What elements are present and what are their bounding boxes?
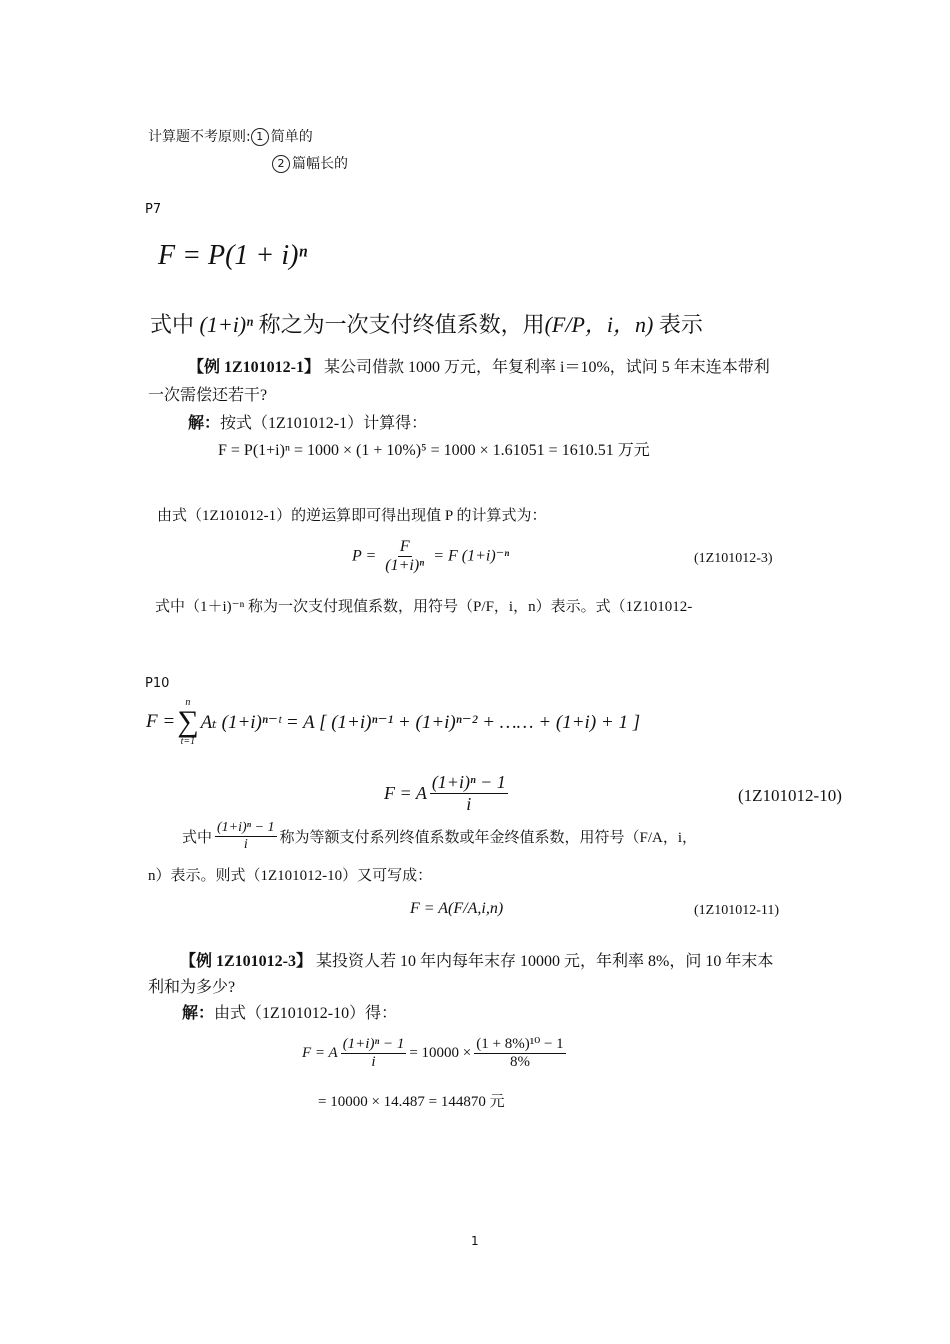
inverse-operation-text: 由式（1Z101012-1）的逆运算即可得出现值 P 的计算式为：: [157, 508, 547, 524]
solution-3: 解：由式（1Z101012-10）得：: [182, 1005, 398, 1022]
pf-factor-caption: 式中（1＋i)⁻ⁿ 称为一次支付现值系数，用符号（P/F，i，n）表示。式（1Z101012-: [155, 599, 693, 615]
principles-block: [148, 126, 313, 146]
page-label-p10: P10: [145, 676, 170, 691]
fp-factor-caption: 式中 (1+i)ⁿ 称之为一次支付终值系数，用(F/P，i，n) 表示: [150, 312, 703, 337]
future-value-formula: F = P(1 + i)ⁿ: [158, 240, 308, 271]
example-1-line-1: [188, 354, 770, 377]
example-1-line-2: 一次需偿还若干?: [148, 387, 268, 404]
solution-3-result: = 10000 × 14.487 = 144870 元: [318, 1094, 505, 1110]
example-3-tag: 【例 1Z101012-3】: [180, 953, 313, 970]
annuity-fv-formula: F = A $\frac{\text{(1+i)ⁿ − 1}}{i}$: [384, 772, 506, 814]
example-3-text: 某投资人若 10 年内每年末存 10000 元，年利率 8%，问 10 年末本: [316, 953, 774, 970]
circled-number-2: 2: [272, 155, 290, 173]
page-label-p7: P7: [145, 202, 162, 217]
sol3-fraction-1: $\frac{\text{(1+i)ⁿ − 1}}{i}$: [342, 1036, 405, 1071]
annuity-fraction: $\frac{\text{(1+i)ⁿ − 1}}{i}$: [431, 772, 506, 814]
solution-3-label: 解：: [182, 1005, 215, 1022]
page-number: 1: [471, 1234, 479, 1248]
example-3-line-2: 利和为多少?: [148, 979, 236, 996]
solution-1-formula: F = P(1+i)ⁿ = 1000 × (1 + 10%)⁵ = 1000 × 1.61051 = 1610.51 万元: [218, 442, 650, 459]
example-1-text: 某公司借款 1000 万元，年复利率 i＝10%，试问 5 年末连本带利: [324, 359, 770, 376]
present-value-formula: P = $\frac{F}{\text{(1+i)ⁿ}}$ = F (1+i)⁻ⁿ: [352, 538, 510, 575]
pv-fraction: $\frac{F}{\text{(1+i)ⁿ}}$: [385, 538, 425, 575]
annuity-formula-number: (1Z101012-10): [738, 786, 842, 805]
pv-formula-number: (1Z101012-3): [694, 551, 773, 566]
fa-caption-fraction: $\frac{\text{(1+i)ⁿ − 1}}{i}$: [217, 820, 275, 853]
sol3-fraction-2: $\frac{\text{(1 + 8\%)¹⁰ − 1}}{8\%}$: [476, 1036, 564, 1071]
fa-factor-caption: 式中 $\frac{\text{(1+i)ⁿ − 1}}{i}$ 称为等额支付系列终值系数或年金终值系数，用符号（F/A，i，: [182, 820, 698, 853]
principle-item-1: 简单的: [270, 129, 313, 145]
principle-item-2: 篇幅长的: [292, 156, 348, 172]
principle-line-2: [272, 153, 348, 173]
circled-number-1: 1: [251, 128, 269, 146]
example-3-line-1: [180, 948, 773, 971]
fa-caption-line-2: n）表示。则式（1Z101012-10）又可写成：: [148, 868, 433, 884]
principles-label: 计算题不考原则:: [148, 129, 251, 145]
fa-short-formula-number: (1Z101012-11): [694, 903, 780, 918]
solution-1: 解：按式（1Z101012-1）计算得：: [188, 415, 428, 432]
sigma-symbol: n ∑ t=1: [177, 697, 199, 747]
example-1-tag: 【例 1Z101012-1】: [188, 359, 321, 376]
sum-formula: F = n ∑ t=1 Aₜ (1+i)ⁿ⁻ᵗ = A [ (1+i)ⁿ⁻¹ + (1+i)ⁿ⁻² + …… + (1+i) + 1 ]: [146, 697, 641, 747]
fa-short-formula: F = A(F/A,i,n): [410, 900, 504, 917]
solution-1-label: 解：: [188, 415, 221, 432]
solution-3-formula: F = A $\frac{\text{(1+i)ⁿ − 1}}{i}$ = 10000 × $\frac{\text{(1 + 8\%)¹⁰ − 1}}{8\%}$: [302, 1036, 564, 1071]
